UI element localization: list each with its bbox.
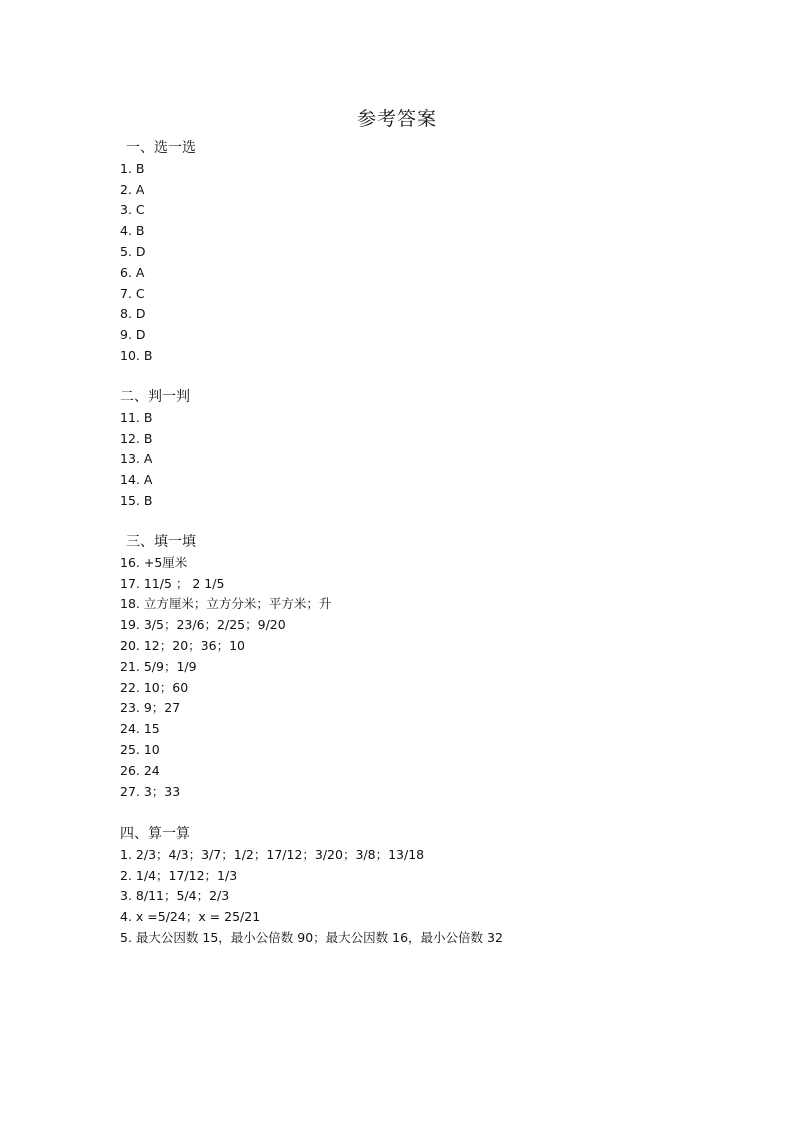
section-heading: 一、选一选 [126,140,196,156]
answer-line: 1. 2/3；4/3；3/7；1/2；17/12；3/20；3/8；13/18 [120,846,425,862]
answer-line: 4. x =5/24；x = 25/21 [120,909,261,925]
answer-line: 2. A [120,181,145,197]
answer-line: 5. 最大公因数 15，最小公倍数 90；最大公因数 16，最小公倍数 32 [120,929,503,945]
answer-line: 15. B [120,492,153,508]
answer-line: 10. B [120,347,153,363]
section-heading: 三、填一填 [126,534,196,550]
answer-line: 25. 10 [120,741,160,757]
section-heading: 四、算一算 [120,826,190,842]
answer-line: 8. D [120,306,146,322]
page-title: 参考答案 [356,108,437,130]
answer-line: 9. D [120,327,146,343]
answer-line: 3. 8/11；5/4；2/3 [120,888,230,904]
answer-line: 11. B [120,409,153,425]
answer-line: 14. A [120,472,153,488]
answer-line: 18. 立方厘米；立方分米；平方米；升 [120,596,332,612]
section-choose [120,138,720,367]
answer-line: 13. A [120,451,153,467]
section-judge [120,387,720,512]
answer-line: 2. 1/4；17/12；1/3 [120,867,238,883]
section-calculate [120,824,720,949]
section-fill [120,532,720,802]
answer-line: 4. B [120,223,145,239]
answer-line: 26. 24 [120,762,160,778]
answer-line: 6. A [120,264,145,280]
answer-line: 5. D [120,243,146,259]
answer-line: 16. +5厘米 [120,554,188,570]
section-heading: 二、判一判 [120,389,190,405]
answer-line: 21. 5/9；1/9 [120,658,197,674]
answer-line: 23. 9；27 [120,700,181,716]
answer-line: 27. 3；33 [120,783,181,799]
answer-line: 17. 11/5 ； 2 1/5 [120,575,225,591]
answer-line: 20. 12；20；36；10 [120,637,245,653]
answer-line: 24. 15 [120,721,160,737]
answer-line: 22. 10；60 [120,679,189,695]
answer-line: 1. B [120,160,145,176]
answer-line: 12. B [120,430,153,446]
answer-line: 19. 3/5；23/6；2/25；9/20 [120,617,286,633]
answer-line: 7. C [120,285,145,301]
answer-line: 3. C [120,202,145,218]
